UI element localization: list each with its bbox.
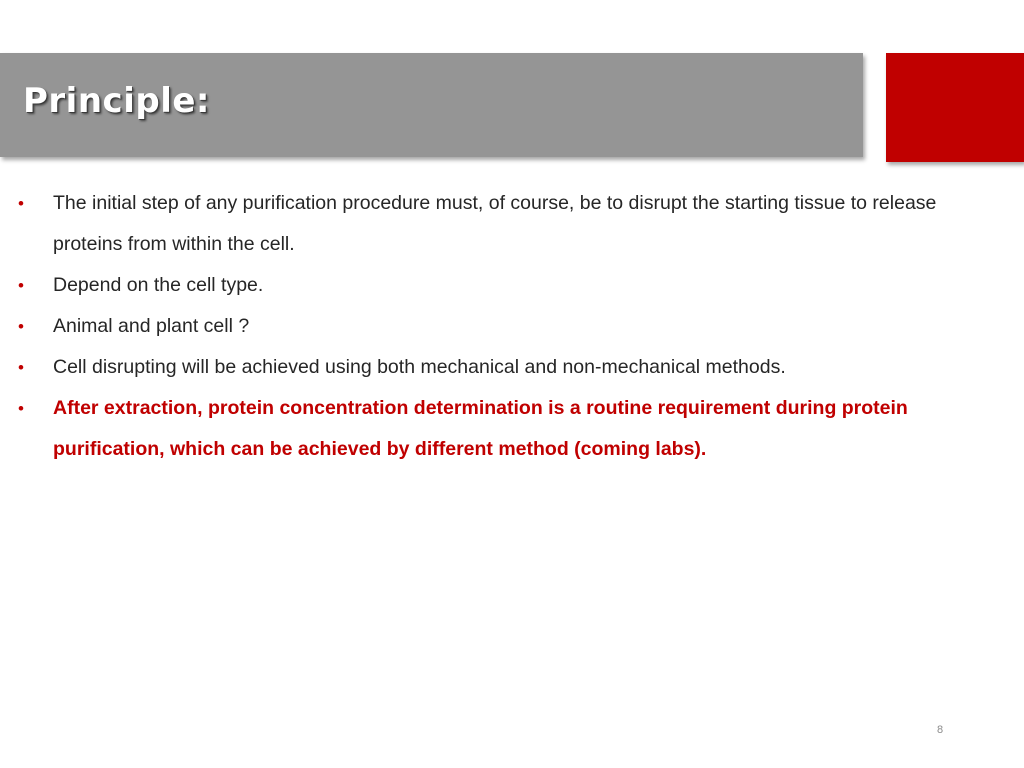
bullet-item-3 — [16, 306, 956, 347]
bullet-text: Animal and plant cell ? — [53, 315, 250, 337]
bullet-item-4 — [16, 347, 956, 388]
bullet-item-2 — [16, 265, 956, 306]
bullet-dot-icon: • — [18, 358, 24, 377]
bullet-text: Depend on the cell type. — [53, 274, 264, 296]
bullet-dot-icon: • — [18, 276, 24, 295]
bullet-item-5 — [16, 388, 956, 470]
bullet-text: After extraction, protein concentration determination is a routine requirement during protein purification, which can be achieved by different method (coming labs). — [53, 397, 908, 460]
bullet-dot-icon: • — [18, 194, 24, 213]
bullet-text: The initial step of any purification procedure must, of course, be to disrupt the starting tissue to release proteins from within the cell. — [53, 192, 937, 255]
bullet-dot-icon: • — [18, 399, 24, 418]
page-number: 8 — [936, 724, 944, 736]
bullet-item-1 — [16, 183, 956, 265]
slide-title: Principle: — [23, 81, 211, 121]
bullet-list — [16, 183, 956, 470]
bullet-text: Cell disrupting will be achieved using both mechanical and non-mechanical methods. — [53, 356, 786, 378]
bullet-dot-icon: • — [18, 317, 24, 336]
title-bar — [0, 53, 863, 157]
accent-block — [886, 53, 1024, 162]
